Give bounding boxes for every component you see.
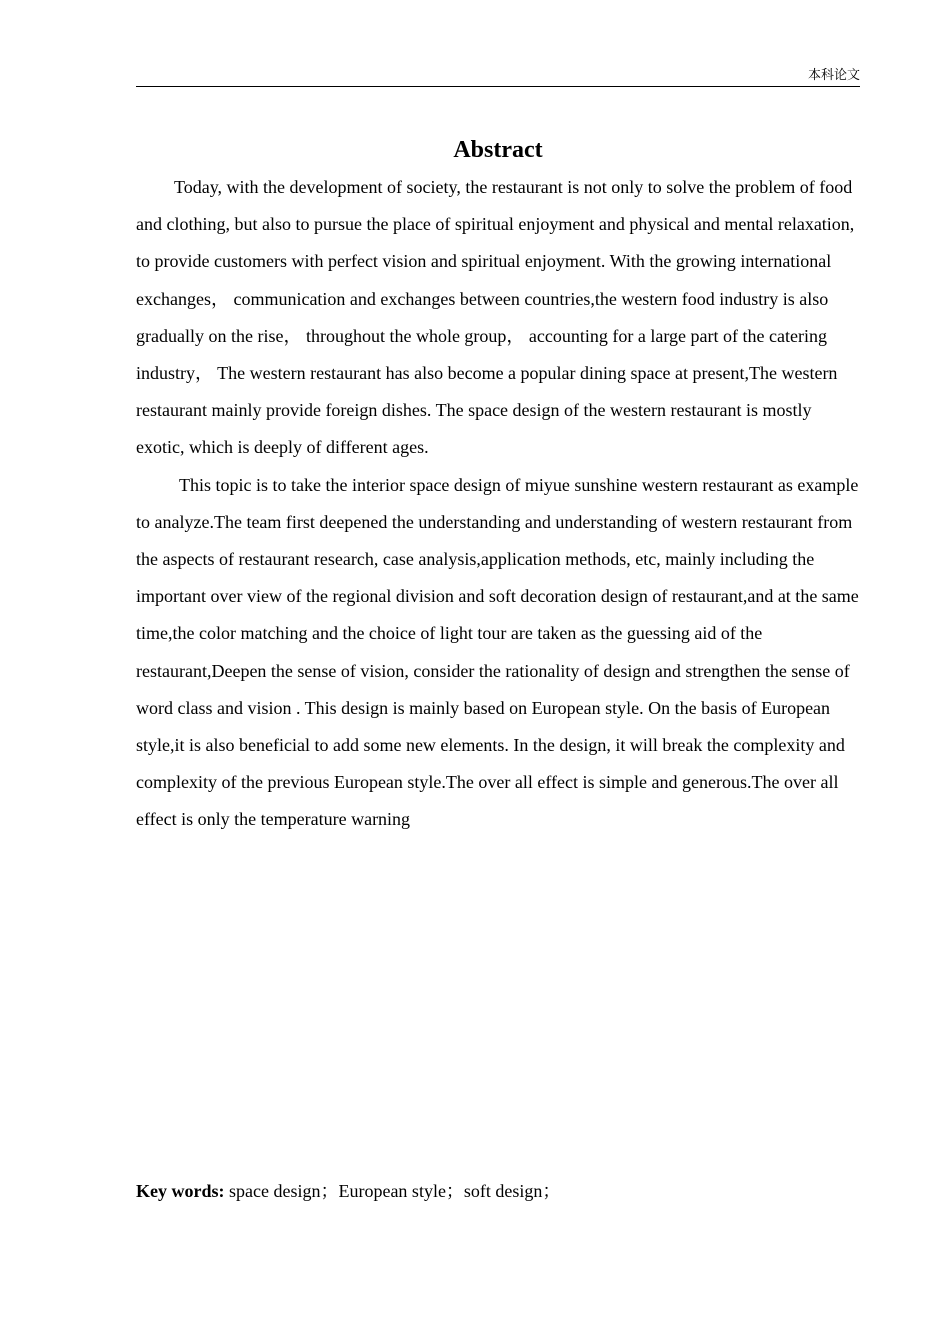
header-text: 本科论文 <box>807 68 860 83</box>
abstract-paragraph-2: This topic is to take the interior space design of miyue sunshine western restaurant as example to analyze.The team first deepened the understanding and understanding of western restaurant from the aspects of restaurant research, case analysis,application methods, etc, mainly including the important over view of the regional division and soft decoration design of restaurant,and at the same time,the color matching and the choice of light tour are taken as the guessing aid of the restaurant,Deepen the sense of vision, consider the rationality of design and strengthen the sense of word class and vision . This design is mainly based on European style. On the basis of European style,it is also beneficial to add some new elements. In the design, it will break the complexity and complexity of the previous European style.The over all effect is simple and generous.The over all effect is only the temperature warning <box>136 474 859 830</box>
abstract-body <box>136 169 860 839</box>
keywords-text: space design；European style；soft design； <box>224 1181 561 1201</box>
abstract-title: Abstract <box>453 137 543 163</box>
keywords-label: Key words: <box>136 1181 225 1201</box>
page-header <box>136 66 860 87</box>
keywords-line <box>136 1177 860 1205</box>
abstract-paragraph-1: Today, with the development of society, the restaurant is not only to solve the problem of food and clothing, but also to pursue the place of spiritual enjoyment and physical and mental relaxation, to provide customers with perfect vision and spiritual enjoyment. With the growing international exchanges， communication and exchanges between countries,the western food industry is also gradually on the rise， throughout the whole group， accounting for a large part of the catering industry， The western restaurant has also become a popular dining space at present,The western restaurant mainly provide foreign dishes. The space design of the western restaurant is mostly exotic, which is deeply of different ages. <box>136 177 855 458</box>
